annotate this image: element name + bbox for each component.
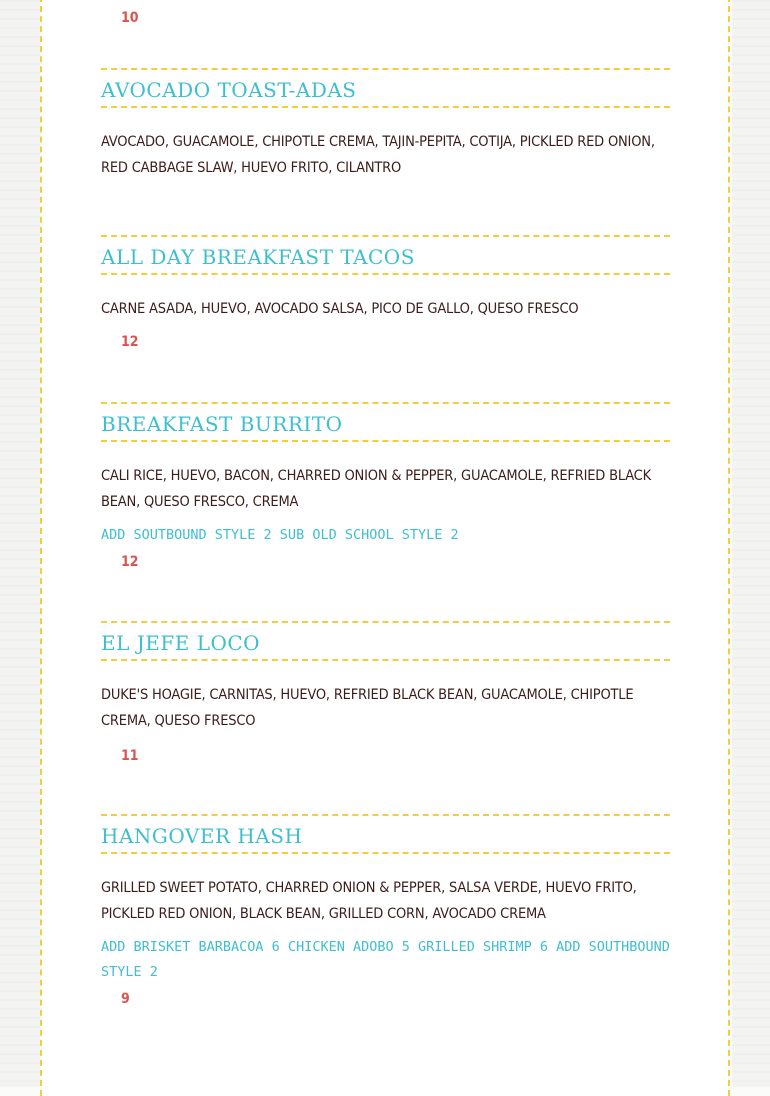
- menu-item-price: 12: [121, 334, 139, 350]
- menu-item-el-jefe-loco: [101, 621, 670, 764]
- menu-item-hangover-hash: [101, 814, 670, 1007]
- menu-item-avocado-toast-adas: [101, 68, 670, 181]
- menu-item-title: AVOCADO TOAST-ADAS: [101, 68, 670, 108]
- menu-item-description: GRILLED SWEET POTATO, CHARRED ONION & PEPPER, SALSA VERDE, HUEVO FRITO, PICKLED RED ONION, BLACK BEAN, GRILLED CORN, AVOCADO CREMA: [101, 880, 637, 922]
- menu-item-description: CARNE ASADA, HUEVO, AVOCADO SALSA, PICO DE GALLO, QUESO FRESCO: [101, 301, 579, 317]
- background-texture-left: [0, 0, 40, 1087]
- previous-item-price: 10: [121, 10, 139, 26]
- menu-item-price: 12: [121, 554, 139, 570]
- background-texture-right: [732, 0, 770, 1087]
- menu-item-description: CALI RICE, HUEVO, BACON, CHARRED ONION & PEPPER, GUACAMOLE, REFRIED BLACK BEAN, QUESO FRESCO, CREMA: [101, 468, 651, 510]
- menu-item-breakfast-burrito: [101, 402, 670, 570]
- menu-item-title: HANGOVER HASH: [101, 814, 670, 854]
- menu-item-title: ALL DAY BREAKFAST TACOS: [101, 235, 670, 275]
- menu-item-title: EL JEFE LOCO: [101, 621, 670, 661]
- menu-item-addon: ADD SOUTBOUND STYLE 2 SUB OLD SCHOOL STYLE 2: [101, 527, 459, 543]
- menu-item-price: 9: [121, 991, 130, 1007]
- menu-item-all-day-breakfast-tacos: [101, 235, 670, 350]
- menu-item-title: BREAKFAST BURRITO: [101, 402, 670, 442]
- menu-item-price: 11: [121, 748, 139, 764]
- menu-item-addon: ADD BRISKET BARBACOA 6 CHICKEN ADOBO 5 GRILLED SHRIMP 6 ADD SOUTHBOUND STYLE 2: [101, 939, 670, 980]
- menu-item-description: DUKE'S HOAGIE, CARNITAS, HUEVO, REFRIED BLACK BEAN, GUACAMOLE, CHIPOTLE CREMA, QUESO FRESCO: [101, 687, 634, 729]
- menu-item-description: AVOCADO, GUACAMOLE, CHIPOTLE CREMA, TAJIN-PEPITA, COTIJA, PICKLED RED ONION, RED CABBAGE SLAW, HUEVO FRITO, CILANTRO: [101, 134, 655, 176]
